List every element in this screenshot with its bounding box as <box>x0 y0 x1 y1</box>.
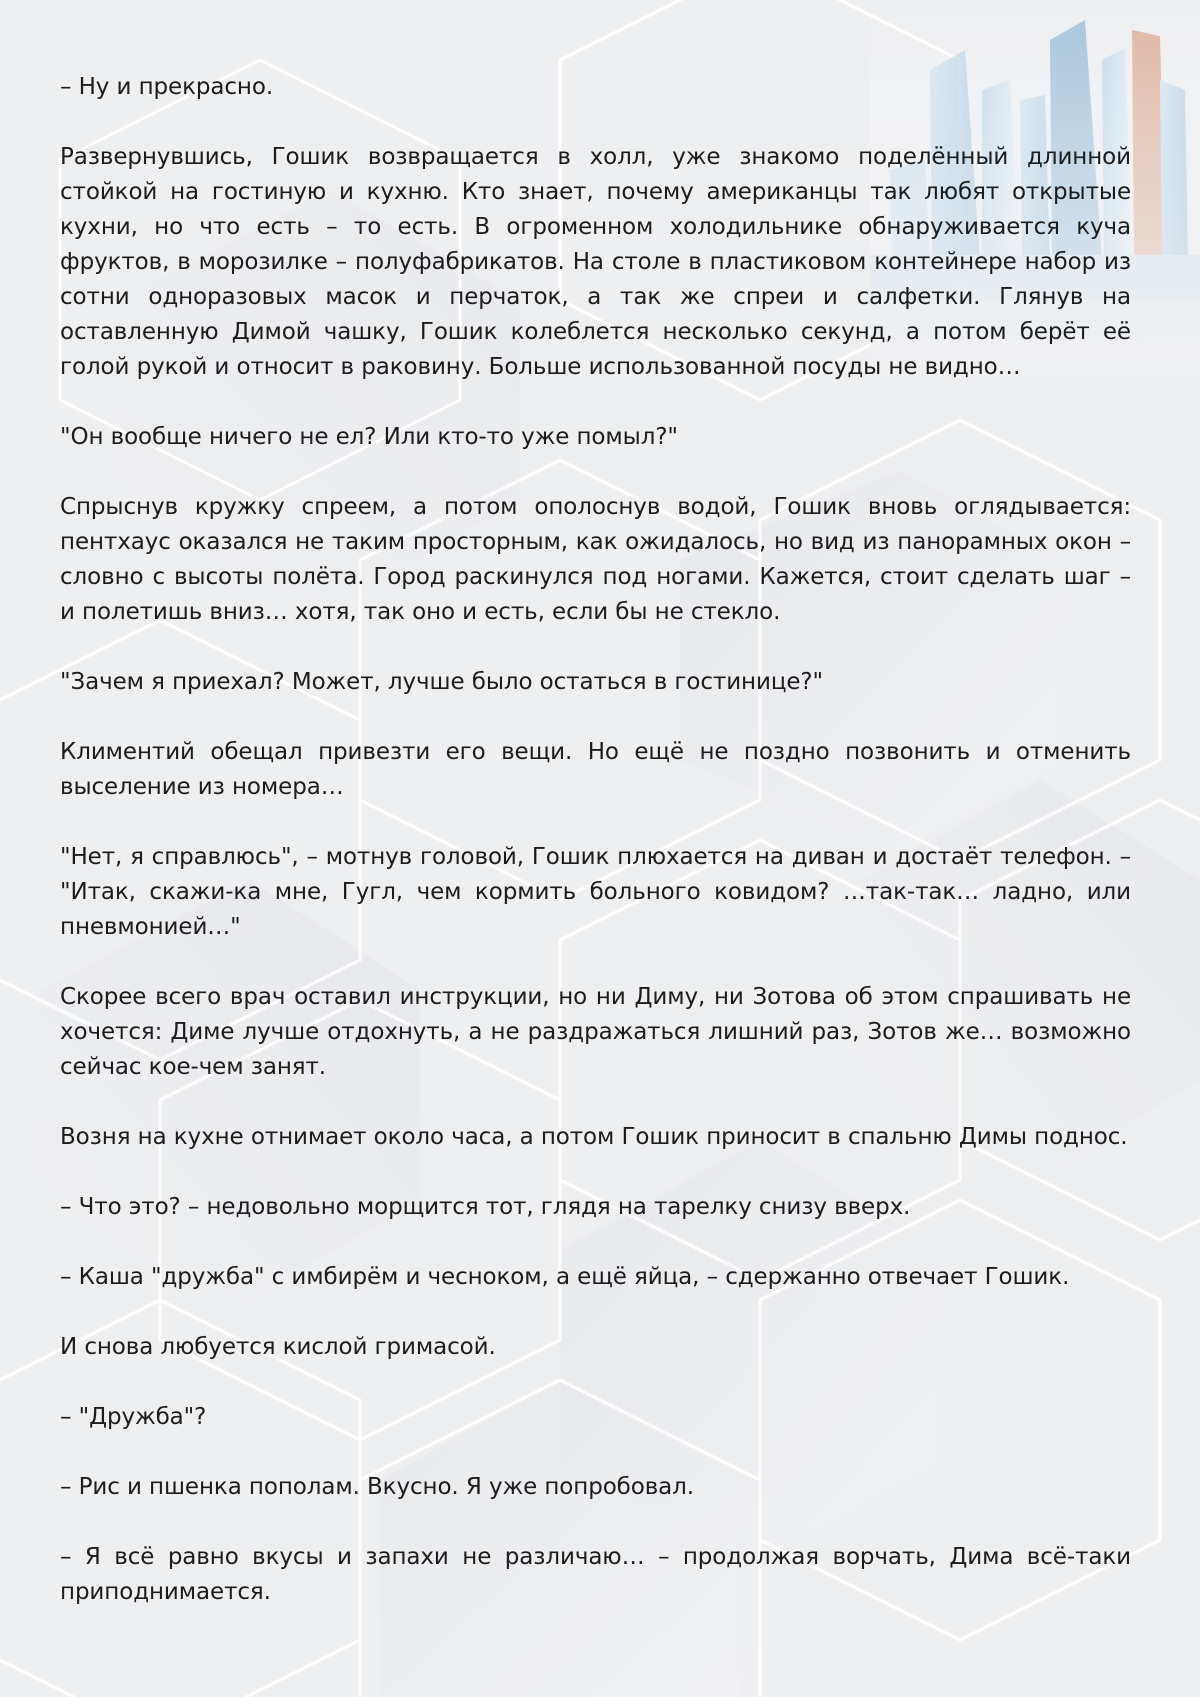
paragraph: – Ну и прекрасно. <box>60 74 274 100</box>
paragraph: Спрыснув кружку спреем, а потом ополоснув водой, Гошик вновь оглядывается: пентхаус оказался не таким просторным, как ожидалось, но вид из панорамных окон – словно с высоты полёта. Город раскинулся под ногами. Кажется, стоит сделать шаг – и полетишь вниз… хотя, так оно и есть, если бы не стекло. <box>60 494 1131 625</box>
paragraph: – Что это? – недовольно морщится тот, глядя на тарелку снизу вверх. <box>60 1194 911 1220</box>
paragraph: И снова любуется кислой гримасой. <box>60 1334 496 1360</box>
paragraph: – Я всё равно вкусы и запахи не различаю… – продолжая ворчать, Дима всё-таки приподнимается. <box>60 1544 1131 1605</box>
paragraph: Возня на кухне отнимает около часа, а потом Гошик приносит в спальню Димы поднос. <box>60 1124 1128 1150</box>
paragraph: – Каша "дружба" с имбирём и чесноком, а ещё яйца, – сдержанно отвечает Гошик. <box>60 1264 1070 1290</box>
paragraph: Развернувшись, Гошик возвращается в холл, уже знакомо поделённый длинной стойкой на гостиную и кухню. Кто знает, почему американцы так любят открытые кухни, но что есть – то есть. В огроменном холодильнике обнаруживается куча фруктов, в морозилке – полуфабрикатов. На столе в пластиковом контейнере набор из сотни одноразовых масок и перчаток, а так же спреи и салфетки. Глянув на оставленную Димой чашку, Гошик колеблется несколько секунд, а потом берёт её голой рукой и относит в раковину. Больше использованной посуды не видно… <box>60 144 1131 380</box>
document-body <box>60 70 1131 1645</box>
paragraph: – Рис и пшенка пополам. Вкусно. Я уже попробовал. <box>60 1474 694 1500</box>
paragraph: "Зачем я приехал? Может, лучше было остаться в гостинице?" <box>60 669 824 695</box>
paragraph: "Он вообще ничего не ел? Или кто-то уже помыл?" <box>60 424 678 450</box>
paragraph: Скорее всего врач оставил инструкции, но ни Диму, ни Зотова об этом спрашивать не хочется: Диме лучше отдохнуть, а не раздражаться лишний раз, Зотов же… возможно сейчас кое-чем занят. <box>60 984 1131 1080</box>
paragraph: "Нет, я справлюсь", – мотнув головой, Гошик плюхается на диван и достаёт телефон. – "Итак, скажи-ка мне, Гугл, чем кормить больного ковидом? …так-так… ладно, или пневмонией…" <box>60 844 1131 940</box>
paragraph: Климентий обещал привезти его вещи. Но ещё не поздно позвонить и отменить выселение из номера… <box>60 739 1131 800</box>
paragraph: – "Дружба"? <box>60 1404 207 1430</box>
